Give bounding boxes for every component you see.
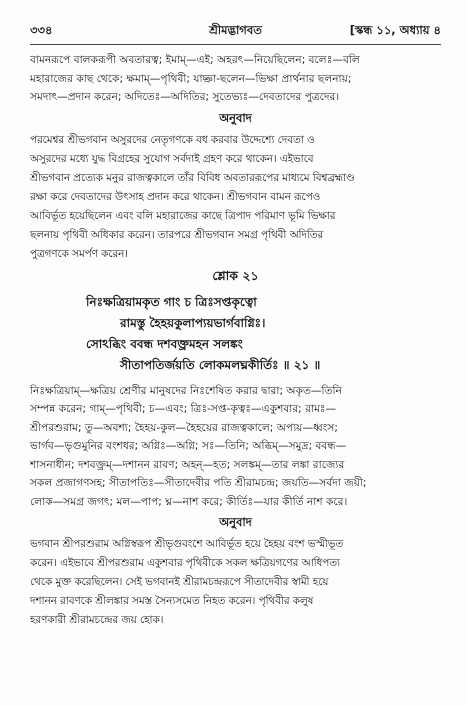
verse-line: সীতাপতির্জয়তি লোকমলঘ্নকীর্তিঃ ॥ ২১ ॥ bbox=[120, 357, 321, 372]
translation-line: হরণকারী শ্রীরামচন্দ্রের জয় হোক। bbox=[30, 614, 164, 626]
translation-line: ছলনায় পৃথিবী অধিকার করেন। তারপরে শ্রীভগবান সমগ্র পৃথিবী অদিতির bbox=[30, 228, 324, 241]
synonym-line: বামনরূপে বালকরূপী অবতারত্ব; ইমাম্—এই; অহরৎ—নিয়েছিলেন; বলেঃ—বলি bbox=[30, 54, 360, 66]
verse-line: রামস্তু হৈহয়কুলাপ্যয়ভার্গবাগ্নিঃ। bbox=[120, 315, 266, 330]
verse-line: সোঽব্ধিং ববন্ধ দশবক্ত্রমহন সলঙ্কং bbox=[86, 336, 243, 351]
synonyms-block-2 bbox=[30, 382, 441, 512]
page-number: ৩৩৪ bbox=[30, 23, 53, 37]
translation-line: দশানন রাবণকে শ্রীলঙ্কার সমস্ত সৈন্যসমেত নিহত করেন। পৃথিবীর কলুষ bbox=[30, 595, 314, 607]
translation-line: রক্ষা করে দেবতাদের উৎসাহ প্রদান করে থাকেন। শ্রীভগবান বামন রূপেও bbox=[30, 190, 321, 203]
synonym-line: শ্রীপরশুরাম; তু—অবশ্য; হৈহয়-কুল—হৈহয়ের রাজত্বকালে; অপ্যয়—ধ্বংস; bbox=[30, 421, 338, 434]
translation-line: করেন। এইভাবে শ্রীপরশুরাম একুশবার পৃথিবীকে সকল ক্ষত্রিয়গণের আধিপত্য bbox=[30, 557, 340, 569]
chapter-reference: [স্কন্ধ ১১, অধ্যায় ৪ bbox=[349, 23, 441, 37]
translation-heading: অনুবাদ bbox=[219, 110, 252, 125]
synonym-line: মহারাজের কাছ থেকে; ক্ষমাম্—পৃথিবী; যাচ্ঞা-ছলেন—ভিক্ষা প্রার্থনার ছলনায়; bbox=[30, 72, 352, 85]
synonym-line: লোক—সমগ্র জগৎ; মল—পাপ; ঘ্ন—নাশ করে; কীর্তিঃ—যার কীর্তি নাশ করে। bbox=[30, 495, 348, 508]
page-header bbox=[30, 22, 441, 40]
verse-heading: শ্লোক ২১ bbox=[212, 267, 259, 283]
translation-line: অসুরদের মধ্যে যুদ্ধ বিগ্রহের সুযোগ সর্বদাই গ্রহণ করে থাকেন। এইভাবে bbox=[30, 152, 314, 165]
synonym-line: নিঃক্ষত্রিয়াম্—ক্ষত্রিয় শ্রেণীর মানুষদের নিঃশেষিত করার দ্বারা; অকৃত—তিনি bbox=[30, 384, 342, 397]
header-rule bbox=[30, 44, 441, 45]
translation-line: ভগবান শ্রীপরশুরাম অগ্নিস্বরূপ শ্রীভৃগুবংশে আবির্ভূত হয়ে হৈহয় বংশ ভস্মীভূত bbox=[30, 538, 344, 550]
verse-line: নিঃক্ষত্রিয়ামকৃত গাং চ ত্রিঃসপ্তকৃত্বো bbox=[86, 294, 257, 309]
synonym-line: ভার্গব—ভৃগুমুনির বংশধর; অগ্নিঃ—অগ্নি; সঃ—তিনি; অব্ধিম্—সমুদ্র; ববন্ধ— bbox=[30, 440, 347, 452]
running-title: শ্রীমদ্ভাগবত bbox=[209, 23, 262, 37]
synonym-line: সম্পন্ন করেন; গাম্—পৃথিবী; চ—এবং; ত্রিঃ-সপ্ত-কৃত্বঃ—একুশবার; রামঃ— bbox=[30, 403, 337, 415]
translation-heading: অনুবাদ bbox=[219, 515, 252, 529]
synonym-line: সকল প্রজাগণসহ; সীতাপতিঃ—সীতাদেবীর পতি শ্রীরামচন্দ্র; জয়তি—সর্বদা জয়ী; bbox=[30, 477, 367, 489]
verse-block bbox=[30, 268, 441, 376]
synonym-line: শাসনাধীন; দশবক্ত্রম্—দশানন রাবণ; অহন্—হত; সলঙ্কম্—তার লঙ্কা রাজ্যের bbox=[30, 458, 345, 471]
translation-block-2 bbox=[30, 535, 441, 630]
synonyms-block-1 bbox=[30, 51, 441, 107]
translation-line: পুত্রগণকে সমর্পণ করেন। bbox=[30, 247, 128, 260]
translation-line: থেকে মুক্ত করেছিলেন। সেই ভগবানই শ্রীরামচন্দ্ররূপে সীতাদেবীর স্বামী হয়ে bbox=[30, 576, 329, 588]
translation-line: আবির্ভূত হয়েছিলেন এবং বলি মহারাজের কাছে ত্রিপাদ পরিমাণ ভূমি ভিক্ষার bbox=[30, 209, 336, 222]
translation-block-1 bbox=[30, 131, 441, 264]
translation-line: শ্রীভগবান প্রত্যেক মনুর রাজত্বকালে তাঁর বিবিধ অবতাররূপের মাধ্যমে বিশ্বব্রহ্মাণ্ড bbox=[30, 171, 355, 184]
synonym-line: সমদাৎ—প্রদান করেন; অদিতেঃ—অদিতির; সুতেভ্যঃ—দেবতাদের পুত্রদের। bbox=[30, 91, 340, 103]
translation-line: পরমেশ্বর শ্রীভগবান অসুরদের নেতৃগণকে বধ করবার উদ্দেশ্যে দেবতা ও bbox=[30, 133, 315, 146]
